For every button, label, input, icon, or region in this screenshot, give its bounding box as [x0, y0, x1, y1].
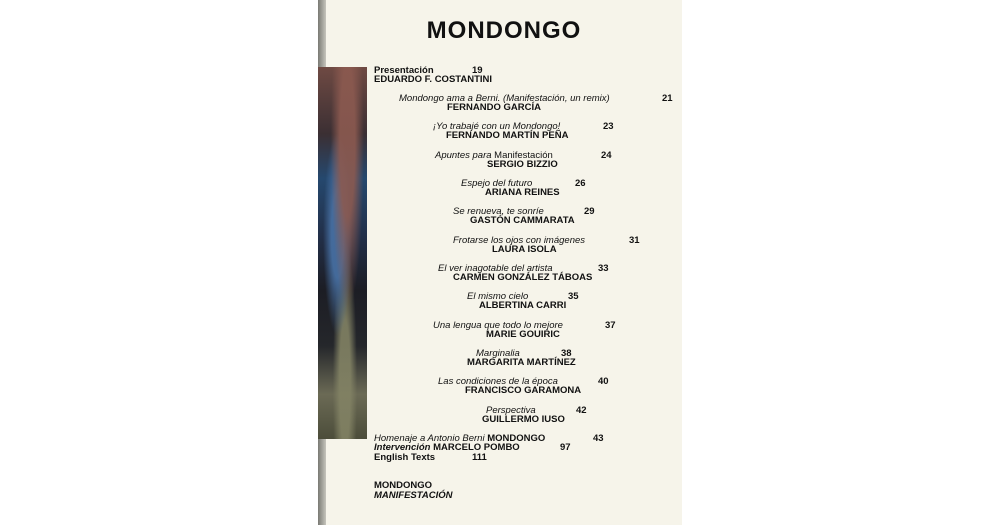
homenaje-title: Homenaje a Antonio Berni — [374, 433, 485, 444]
english-texts-page: 111 — [472, 452, 487, 463]
essay-title: ¡Yo trabajé con un Mondongo! — [433, 121, 561, 132]
colophon-line-2: MANIFESTACIÓN — [374, 490, 453, 501]
essay-page: 35 — [568, 291, 579, 302]
colophon-line-1: MONDONGO — [374, 480, 433, 491]
essay-title: El mismo cielo — [467, 291, 529, 302]
essay-title: Marginalia — [476, 348, 520, 359]
essay-author: ARIANA REINES — [485, 187, 560, 198]
essay-author: ALBERTINA CARRI — [479, 300, 567, 311]
presentacion-author: EDUARDO F. COSTANTINI — [374, 74, 493, 85]
essay-title: El ver inagotable del artista — [438, 263, 553, 274]
essay-page: 42 — [576, 405, 587, 416]
intervencion-page: 97 — [560, 442, 571, 453]
essay-page: 33 — [598, 263, 609, 274]
essay-page: 24 — [601, 150, 612, 161]
essay-author: GASTÓN CAMMARATA — [470, 215, 575, 226]
essay-page: 21 — [662, 93, 673, 104]
homenaje-artist: MONDONGO — [487, 433, 546, 444]
essay-page: 40 — [598, 376, 609, 387]
essay-author: FRANCISCO GARAMONA — [465, 385, 582, 396]
essay-page: 37 — [605, 320, 616, 331]
essay-page: 38 — [561, 348, 572, 359]
essay-page: 23 — [603, 121, 614, 132]
intervencion-artist: MARCELO POMBO — [433, 442, 520, 453]
essay-title: Frotarse los ojos con imágenes — [453, 235, 586, 246]
presentacion-page: 19 — [472, 65, 483, 76]
essay-author: GUILLERMO IUSO — [482, 414, 565, 425]
essay-author: MARGARITA MARTÍNEZ — [467, 357, 576, 368]
homenaje-page: 43 — [593, 433, 604, 444]
essay-page: 26 — [575, 178, 586, 189]
essay-author: CARMEN GONZÁLEZ TÁBOAS — [453, 272, 593, 283]
essay-author: FERNANDO GARCÍA — [447, 102, 541, 113]
intervencion-title: Intervención — [374, 442, 431, 453]
essay-author: FERNANDO MARTÍN PEÑA — [446, 130, 569, 141]
essay-title-roman: Manifestación — [494, 150, 553, 161]
essay-page: 31 — [629, 235, 640, 246]
essay-title: Las condiciones de la época — [438, 376, 558, 387]
essay-title-italic: Apuntes para — [435, 150, 492, 161]
page-title: MONDONGO — [426, 17, 582, 44]
artwork-image — [318, 67, 367, 439]
essay-title: Perspectiva — [486, 405, 536, 416]
essay-author: LAURA ISOLA — [492, 244, 557, 255]
essay-title: Mondongo ama a Berni. (Manifestación, un remix) — [399, 93, 610, 104]
english-texts-label: English Texts — [374, 452, 436, 463]
essay-author: SERGIO BIZZIO — [487, 159, 558, 170]
essay-title: Una lengua que todo lo mejore — [433, 320, 563, 331]
essay-page: 29 — [584, 206, 595, 217]
essay-title: Espejo del futuro — [461, 178, 533, 189]
essay-title: Se renueva, te sonríe — [453, 206, 544, 217]
presentacion-label: Presentación — [374, 65, 434, 76]
essay-author: MARIE GOUIRIC — [486, 329, 560, 340]
